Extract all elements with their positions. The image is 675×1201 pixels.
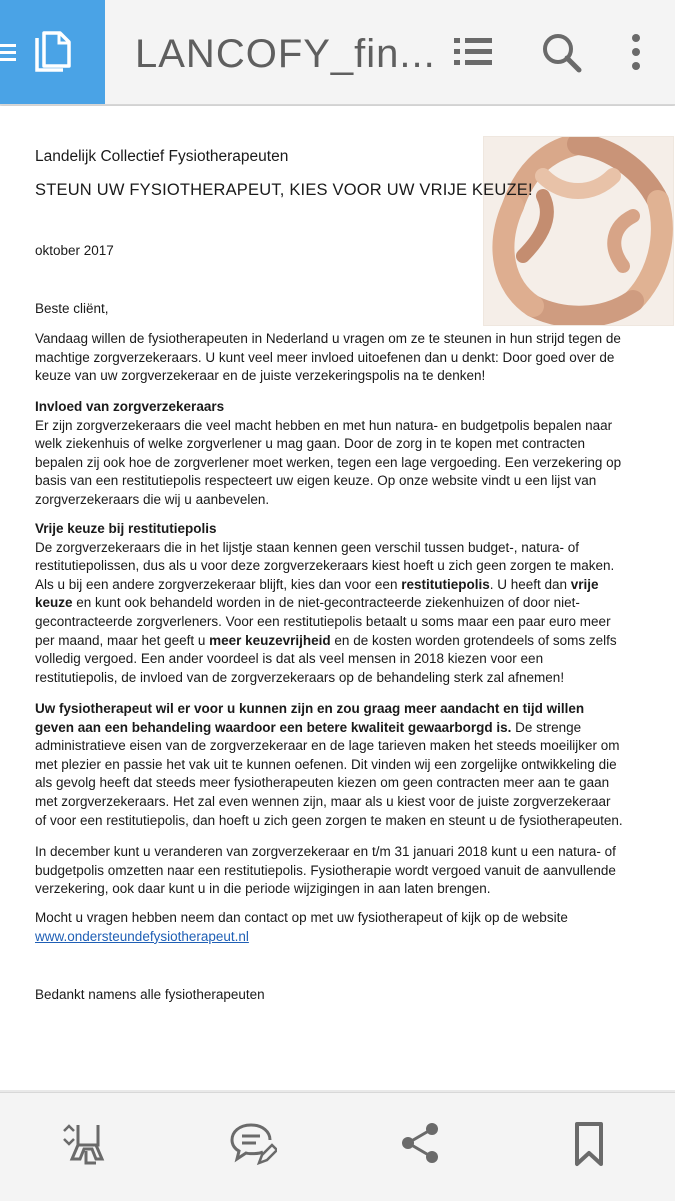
section-text: en kunt ook behandeld worden in de niet-gecontracteerde ziekenhuizen of door niet-gecontracteerde zorgverleners. Voor een restitutiepolis betaalt u soms maar een paar euro meer per maand, maar het geeft u — [35, 595, 611, 648]
section-physiotherapist — [35, 700, 625, 830]
outline-icon[interactable] — [452, 32, 494, 72]
pdf-page — [0, 106, 675, 1090]
section-influence — [35, 398, 625, 510]
emphasis-text: vrije keuze — [35, 576, 599, 611]
section-text: Er zijn zorgverzekeraars die veel macht hebben en met hun natura- en budgetpolis bepalen naar welk ziekenhuis of welke zorgverlener u mag gaan. Door de zorg in te kopen met contracten bepalen zij ook hoe de zorgverlener moet werken, tegen een lage vergoeding. Een verzekering op basis van een restitutiepolis respecteert uw eigen keuze. Op onze website vindt u een lijst van zorgverzekeraars die wij u aanbevelen. — [35, 417, 622, 507]
section-contact — [35, 909, 625, 946]
intro-paragraph: Vandaag willen de fysiotherapeuten in Nederland u vragen om ze te steunen in hun strijd tegen de machtige zorgverzekeraars. U kunt veel meer invloed uitoefenen dan u denkt: Door goed over de keuze van uw zorgverzekeraar en de juiste verzekeringspolis na te denken! — [35, 331, 621, 384]
closing-text: Bedankt namens alle fysiotherapeuten — [35, 987, 265, 1002]
emphasis-text: Uw fysiotherapeut wil er voor u kunnen zijn en zou graag meer aandacht en tijd willen geven aan een behandeling waardoor een betere kwaliteit gewaarborgd is. — [35, 701, 585, 735]
document-view-button[interactable] — [0, 0, 105, 104]
section-text: De zorgverzekeraars die in het lijstje staan kennen geen verschil tussen budget-, natura- of restitutiepolissen, dus als u voor deze zorgverzekeraars kiest hoeft u zich geen zorgen te maken. Als u bij een andere zorgverzekeraar blijft, kies dan voor een — [35, 539, 615, 592]
letter-date: oktober 2017 — [35, 243, 114, 258]
emphasis-text: restitutiepolis — [401, 576, 490, 592]
bottom-toolbar — [0, 1092, 675, 1201]
document-icon — [33, 30, 73, 74]
organization-name: Landelijk Collectief Fysiotherapeuten — [35, 148, 289, 165]
top-toolbar — [0, 0, 675, 105]
linked-hands-image — [483, 136, 674, 326]
section-text: . U heeft dan — [489, 576, 571, 592]
section-heading: Vrije keuze bij restitutiepolis — [35, 521, 217, 536]
bookmark-icon[interactable] — [574, 1121, 604, 1167]
greeting: Beste cliënt, — [35, 301, 109, 316]
reading-mode-icon[interactable] — [60, 1121, 106, 1167]
website-link[interactable]: www.ondersteundefysiotherapeut.nl — [35, 928, 249, 944]
more-icon[interactable] — [628, 32, 644, 72]
headline: STEUN UW FYSIOTHERAPEUT, KIES VOOR UW VRIJE KEUZE! — [35, 181, 533, 199]
section-heading: Invloed van zorgverzekeraars — [35, 399, 225, 414]
section-text: en de kosten worden grotendeels of soms zelfs volledig vergoed. Een ander voordeel is dat als veel mensen in 2018 kiezen voor een restitutiepolis, de invloed van de zorgverzekeraars op de behandeling sterk zal afnemen! — [35, 632, 617, 685]
menu-icon[interactable] — [0, 42, 18, 64]
share-icon[interactable] — [400, 1121, 440, 1165]
section-december: In december kunt u veranderen van zorgverzekeraar en t/m 31 januari 2018 kunt u een natura- of budgetpolis omzetten naar een restitutiepolis. Fysiotherapie wordt vergoed vanuit de aanvullende verzekering, ook daar kunt u in die periode wijzigingen in aan laten brengen. — [35, 844, 616, 897]
comment-icon[interactable] — [229, 1121, 277, 1167]
section-text: De strenge administratieve eisen van de zorgverzekeraar en de lage tarieven maken het steeds moeilijker om met plezier en passie het vak uit te kunnen oefenen. Dit vinden wij een zorgelijke ontwikkeling die als gevolg heeft dat steeds meer fysiotherapeuten kiezen om geen contracten meer aan te gaan met zorgverzekeraars. Het zal even wennen zijn, maar als u kiest voor de juiste zorgverzekeraar of voor een restitutiepolis, dan hoeft u zich geen zorgen te maken en steunt u de fysiotherapeuten. — [35, 719, 623, 828]
section-text: Mocht u vragen hebben neem dan contact op met uw fysiotherapeut of kijk op de website — [35, 910, 568, 925]
section-free-choice — [35, 520, 625, 687]
emphasis-text: meer keuzevrijheid — [209, 632, 331, 648]
document-title: LANCOFY_fin... — [135, 32, 436, 76]
search-icon[interactable] — [541, 32, 583, 74]
